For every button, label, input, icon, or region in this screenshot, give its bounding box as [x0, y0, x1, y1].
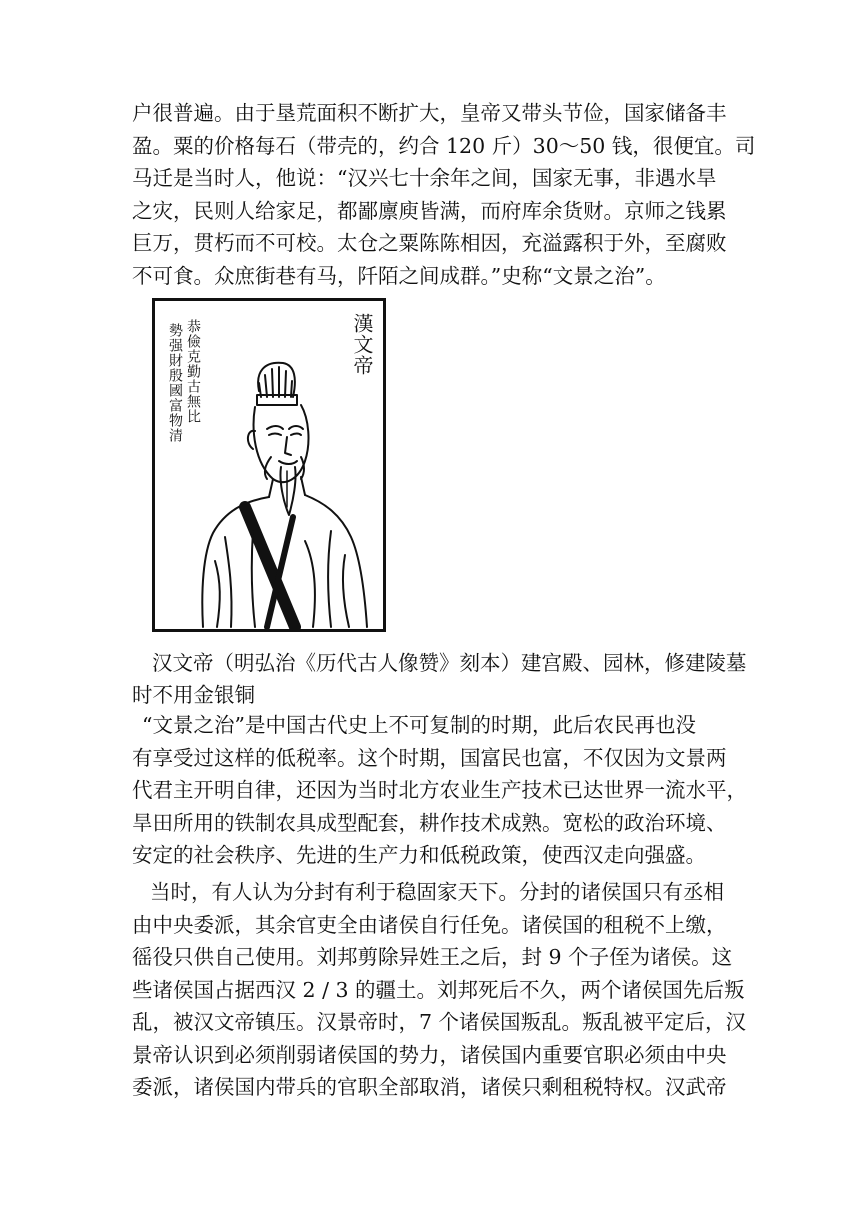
text-line: 安定的社会秩序、先进的生产力和低税政策，使西汉走向强盛。: [132, 843, 706, 867]
emperor-portrait-figure: [152, 298, 386, 632]
text-line: 当时，有人认为分封有利于稳固家天下。分封的诸侯国只有丞相: [150, 880, 724, 904]
text-line: 不可食。众庶街巷有马，阡陌之间成群。”史称“文景之治”。: [132, 263, 666, 288]
paragraph-1: [132, 97, 756, 292]
paragraph-3: [132, 876, 747, 1104]
portrait-inscription-2: 勢强財殷國富物清: [167, 323, 183, 443]
text-line: 旱田所用的铁制农具成型配套，耕作技术成熟。宽松的政治环境、: [132, 810, 727, 835]
text-line: 景帝认识到必须削弱诸侯国的势力，诸侯国内重要官职必须由中央: [132, 1042, 727, 1067]
text-line: 之灾，民则人给家足，都鄙廪庾皆满，而府库余货财。京师之钱累: [132, 198, 727, 223]
text-line: “文景之治”是中国古代史上不可复制的时期，此后农民再也没: [142, 713, 696, 737]
text-line: 些诸侯国占据西汉 2 / 3 的疆土。刘邦死后不久，两个诸侯国先后叛: [132, 977, 745, 1002]
text-line: 马迁是当时人，他说：“汉兴七十余年之间，国家无事，非遇水旱: [132, 166, 717, 190]
paragraph-2: [132, 709, 747, 872]
text-line: 徭役只供自己使用。刘邦剪除异姓王之后，封 9 个子侄为诸侯。这: [132, 945, 733, 969]
text-line: 由中央委派，其余官吏全由诸侯自行任免。诸侯国的租税不上缴，: [132, 912, 727, 937]
text-line: 乱，被汉文帝镇压。汉景帝时，7 个诸侯国叛乱。叛乱被平定后，汉: [132, 1010, 747, 1034]
portrait-title: 漢文帝: [350, 313, 374, 376]
text-line: 委派，诸侯国内带兵的官职全部取消，诸侯只剩租税特权。汉武帝: [132, 1075, 727, 1099]
emperor-portrait-drawing: [155, 301, 383, 629]
portrait-inscription-1: 恭儉克勤古無比: [185, 319, 201, 424]
text-line: 巨万，贯朽而不可校。太仓之粟陈陈相因，充溢露积于外，至腐败: [132, 231, 727, 255]
text-line: 代君主开明自律，还因为当时北方农业生产技术已达世界一流水平，: [132, 778, 747, 802]
text-line: 盈。粟的价格每石（带壳的，约合 120 斤）30～50 钱，很便宜。司: [132, 133, 756, 158]
caption-line: 时不用金银铜: [132, 683, 255, 707]
figure-caption: [132, 647, 747, 711]
text-line: 户很普遍。由于垦荒面积不断扩大，皇帝又带头节俭，国家储备丰: [132, 101, 727, 125]
caption-line: 汉文帝（明弘治《历代古人像赞》刻本）建宫殿、园林，修建陵墓: [152, 651, 747, 675]
text-line: 有享受过这样的低税率。这个时期，国富民也富，不仅因为文景两: [132, 745, 727, 770]
